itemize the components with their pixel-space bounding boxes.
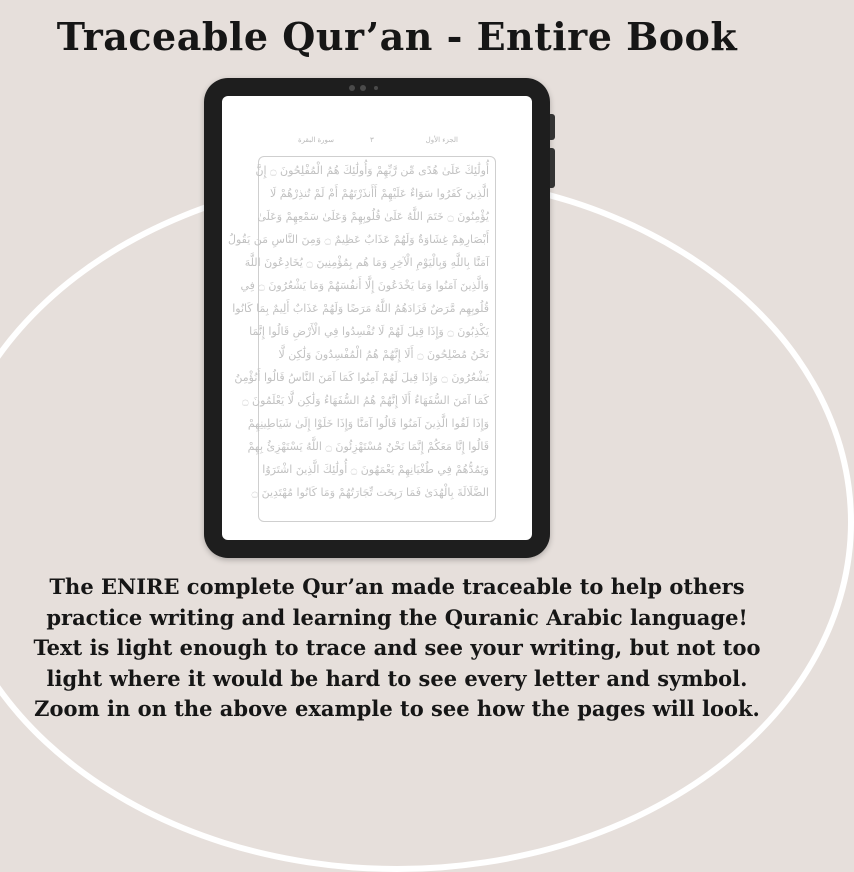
caption-line: light where it would be hard to see every letter and symbol. bbox=[46, 665, 748, 691]
tablet-power-button bbox=[550, 114, 555, 140]
tablet-screen bbox=[222, 96, 532, 540]
quran-line: آمَنَّا بِاللَّهِ وَبِالْيَوْمِ الْآخِرِ وَمَا هُم بِمُؤْمِنِينَ ۝ يُخَادِعُونَ اللَّهَ bbox=[244, 256, 489, 269]
caption-line: practice writing and learning the Quranic Arabic language! bbox=[46, 604, 748, 630]
caption-line: Zoom in on the above example to see how the pages will look. bbox=[34, 696, 760, 721]
juz-label: الجزء الأول bbox=[425, 136, 458, 144]
camera-lens-icon bbox=[360, 85, 366, 91]
camera-dot-icon bbox=[349, 85, 355, 91]
quran-line: قَالُوا إِنَّا مَعَكُمْ إِنَّمَا نَحْنُ مُسْتَهْزِئُونَ ۝ اللَّهُ يَسْتَهْزِئُ بِهِمْ bbox=[247, 440, 489, 453]
caption-line: Text is light enough to trace and see your writing, but not too bbox=[33, 635, 761, 660]
quran-line: كَمَا آمَنَ السُّفَهَاءُ أَلَا إِنَّهُمْ هُمُ السُّفَهَاءُ وَلَٰكِن لَّا يَعْلَمُونَ ۝ bbox=[242, 394, 489, 407]
description-caption bbox=[10, 572, 784, 725]
quran-line: وَإِذَا لَقُوا الَّذِينَ آمَنُوا قَالُوا آمَنَّا وَإِذَا خَلَوْا إِلَىٰ شَيَاطِينِهِمْ bbox=[247, 417, 489, 430]
quran-line: وَالَّذِينَ آمَنُوا وَمَا يَخْدَعُونَ إِلَّا أَنفُسَهُمْ وَمَا يَشْعُرُونَ ۝ فِي bbox=[240, 279, 489, 292]
quran-line: الضَّلَالَةَ بِالْهُدَىٰ فَمَا رَبِحَت تِّجَارَتُهُمْ وَمَا كَانُوا مُهْتَدِينَ ۝ bbox=[251, 486, 489, 499]
surah-name-label: سورة البقرة bbox=[298, 136, 335, 144]
traceable-text-frame bbox=[227, 156, 496, 522]
tablet-mockup bbox=[204, 78, 550, 558]
quran-line: قُلُوبِهِم مَّرَضٌ فَزَادَهُمُ اللَّهُ مَرَضًا وَلَهُمْ عَذَابٌ أَلِيمٌ بِمَا كَانُوا bbox=[232, 302, 489, 315]
tablet-volume-button bbox=[550, 148, 555, 188]
mushaf-page-header bbox=[222, 136, 532, 150]
quran-line: أُولَٰئِكَ عَلَىٰ هُدًى مِّن رَّبِّهِمْ وَأُولَٰئِكَ هُمُ الْمُفْلِحُونَ ۝ إِنَّ bbox=[255, 164, 489, 177]
quran-line: الَّذِينَ كَفَرُوا سَوَاءٌ عَلَيْهِمْ أَأَنذَرْتَهُمْ أَمْ لَمْ تُنذِرْهُمْ لَا bbox=[270, 187, 489, 200]
sensor-dot-icon bbox=[374, 86, 378, 90]
page-number-label: ٣ bbox=[370, 136, 374, 144]
quran-line: يَكْذِبُونَ ۝ وَإِذَا قِيلَ لَهُمْ لَا تُفْسِدُوا فِي الْأَرْضِ قَالُوا إِنَّمَا bbox=[249, 325, 489, 338]
quran-line: أَبْصَارِهِمْ غِشَاوَةٌ وَلَهُمْ عَذَابٌ عَظِيمٌ ۝ وَمِنَ النَّاسِ مَن يَقُولُ bbox=[227, 233, 489, 246]
caption-line: The ENIRE complete Qur’an made traceable to help others bbox=[49, 574, 745, 599]
page-title: Traceable Qur’an - Entire Book bbox=[56, 14, 738, 59]
quran-line: وَيَمُدُّهُمْ فِي طُغْيَانِهِمْ يَعْمَهُونَ ۝ أُولَٰئِكَ الَّذِينَ اشْتَرَوُا bbox=[262, 463, 489, 476]
quran-line: نَحْنُ مُصْلِحُونَ ۝ أَلَا إِنَّهُمْ هُمُ الْمُفْسِدُونَ وَلَٰكِن لَّا bbox=[278, 348, 489, 361]
quran-line: يُؤْمِنُونَ ۝ خَتَمَ اللَّهُ عَلَىٰ قُلُوبِهِمْ وَعَلَىٰ سَمْعِهِمْ وَعَلَىٰ bbox=[257, 210, 489, 223]
quran-line: يَشْعُرُونَ ۝ وَإِذَا قِيلَ لَهُمْ آمِنُوا كَمَا آمَنَ النَّاسُ قَالُوا أَنُؤْمِنُ bbox=[234, 371, 489, 384]
